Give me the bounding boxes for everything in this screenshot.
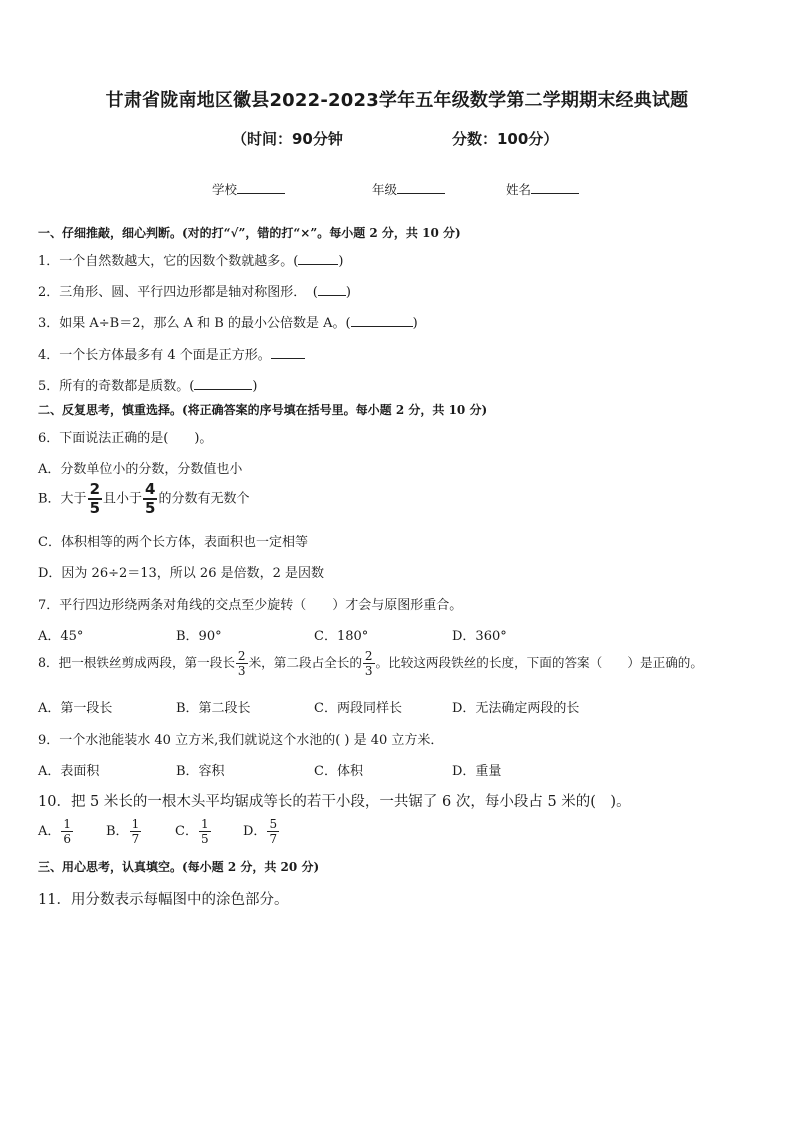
section-2-heading: 二、反复思考，慎重选择。(将正确答案的序号填在括号里。每小题 2 分，共 10 分) (38, 403, 488, 417)
fraction-numerator: 5 (269, 817, 278, 831)
school-label: 学校 (212, 182, 238, 197)
question-4 (38, 344, 305, 363)
question-2-text: 2．三角形、圆、平行四边形都是轴对称图形． ( (38, 285, 318, 300)
question-9-option-c[interactable]: C．体积 (314, 764, 363, 779)
answer-blank-2[interactable] (318, 284, 346, 296)
exam-title: 甘肃省陇南地区徽县2022-2023学年五年级数学第二学期期末经典试题 (105, 90, 689, 111)
question-7-option-d[interactable]: D．360° (452, 629, 507, 644)
answer-blank-3[interactable] (351, 315, 413, 327)
name-label: 姓名 (506, 182, 532, 197)
question-5-paren-close: ) (252, 379, 258, 394)
question-7-option-b[interactable]: B．90° (176, 629, 222, 644)
question-9: 9．一个水池能装水 40 立方米,我们就说这个水池的( ) 是 40 立方米． (38, 733, 444, 748)
question-10: 10．把 5 米长的一根木头平均锯成等长的若干小段，一共锯了 6 次，每小段占 5 米的( )。 (38, 794, 631, 810)
fraction-numerator: 1 (200, 817, 209, 831)
fraction-2-3 (363, 650, 375, 677)
question-6-option-b[interactable] (38, 482, 249, 516)
question-7-option-c[interactable]: C．180° (314, 629, 369, 644)
exam-time: （时间：90分钟 (232, 130, 343, 148)
question-11: 11．用分数表示每幅图中的涂色部分。 (38, 892, 289, 908)
fraction-denominator: 5 (145, 499, 156, 517)
fraction-denominator: 5 (200, 832, 209, 846)
answer-blank-5[interactable] (194, 378, 252, 390)
question-9-option-d[interactable]: D．重量 (452, 764, 502, 779)
option-label: C． (175, 824, 198, 839)
fraction-1-5 (199, 818, 211, 845)
fraction-5-7 (267, 818, 279, 845)
fraction-denominator: 7 (269, 832, 278, 846)
fraction-numerator: 1 (131, 817, 140, 831)
section-1-heading: 一、仔细推敲，细心判断。(对的打“√”，错的打“×”。每小题 2 分，共 10 分) (38, 226, 461, 240)
q8-prefix: 8．把一根铁丝剪成两段，第一段长 (38, 655, 235, 670)
q6b-prefix: B．大于 (38, 491, 87, 507)
fraction-denominator: 6 (63, 832, 72, 846)
question-5-text: 5．所有的奇数都是质数。( (38, 379, 195, 394)
school-field (212, 180, 285, 198)
fraction-4-5 (143, 482, 157, 516)
question-4-text: 4．一个长方体最多有 4 个面是正方形。 (38, 348, 271, 363)
fraction-denominator: 3 (237, 664, 246, 678)
fraction-2-3 (236, 650, 248, 677)
answer-blank-4[interactable] (271, 347, 305, 359)
fraction-numerator: 2 (364, 649, 373, 663)
question-10-option-b[interactable] (106, 818, 142, 845)
q6b-suffix: 的分数有无数个 (158, 491, 250, 507)
fraction-denominator: 5 (89, 499, 100, 517)
question-8-option-c[interactable]: C．两段同样长 (314, 701, 402, 716)
question-1-paren-close: ) (338, 254, 344, 269)
grade-field (372, 180, 445, 198)
fraction-numerator: 4 (145, 480, 156, 498)
q8-middle: 米，第二段占全长的 (248, 655, 362, 670)
question-3-text: 3．如果 A÷B＝2，那么 A 和 B 的最小公倍数是 A。( (38, 316, 351, 331)
question-1-text: 1．一个自然数越大，它的因数个数就越多。( (38, 254, 299, 269)
question-8-option-d[interactable]: D．无法确定两段的长 (452, 701, 580, 716)
question-9-option-b[interactable]: B．容积 (176, 764, 225, 779)
question-3-paren-close: ) (412, 316, 418, 331)
section-3-heading: 三、用心思考，认真填空。(每小题 2 分，共 20 分) (38, 860, 320, 874)
exam-score: 分数：100分） (452, 130, 559, 148)
grade-label: 年级 (372, 182, 398, 197)
question-1 (38, 250, 343, 269)
question-8 (38, 650, 703, 677)
question-6-option-a[interactable]: A．分数单位小的分数，分数值也小 (38, 462, 243, 477)
question-6-option-d[interactable]: D．因为 26÷2＝13，所以 26 是倍数，2 是因数 (38, 566, 325, 581)
name-blank[interactable] (531, 181, 579, 194)
answer-blank-1[interactable] (298, 253, 338, 265)
fraction-1-6 (61, 818, 73, 845)
question-10-option-a[interactable] (38, 818, 74, 845)
question-3 (38, 312, 418, 331)
question-10-option-c[interactable] (175, 818, 212, 845)
fraction-2-5 (88, 482, 102, 516)
question-7: 7．平行四边形绕两条对角线的交点至少旋转（ ）才会与原图形重合。 (38, 598, 463, 613)
name-field (506, 180, 579, 198)
question-7-option-a[interactable]: A．45° (38, 629, 84, 644)
question-5 (38, 375, 257, 394)
option-label: B． (106, 824, 129, 839)
fraction-numerator: 1 (63, 817, 72, 831)
fraction-numerator: 2 (237, 649, 246, 663)
question-6-option-c[interactable]: C．体积相等的两个长方体，表面积也一定相等 (38, 535, 308, 550)
question-8-option-a[interactable]: A．第一段长 (38, 701, 113, 716)
question-2 (38, 281, 351, 300)
question-10-option-d[interactable] (243, 818, 280, 845)
school-blank[interactable] (237, 181, 285, 194)
option-label: D． (243, 824, 267, 839)
fraction-denominator: 3 (364, 664, 373, 678)
fraction-numerator: 2 (89, 480, 100, 498)
question-8-option-b[interactable]: B．第二段长 (176, 701, 251, 716)
question-6: 6．下面说法正确的是( )。 (38, 431, 213, 446)
grade-blank[interactable] (397, 181, 445, 194)
fraction-denominator: 7 (131, 832, 140, 846)
fraction-1-7 (130, 818, 142, 845)
option-label: A． (38, 824, 61, 839)
question-9-option-a[interactable]: A．表面积 (38, 764, 100, 779)
q6b-middle: 且小于 (103, 491, 143, 507)
question-2-paren-close: ) (345, 285, 351, 300)
q8-suffix: 。比较这两段铁丝的长度，下面的答案（ ）是正确的。 (375, 655, 703, 670)
